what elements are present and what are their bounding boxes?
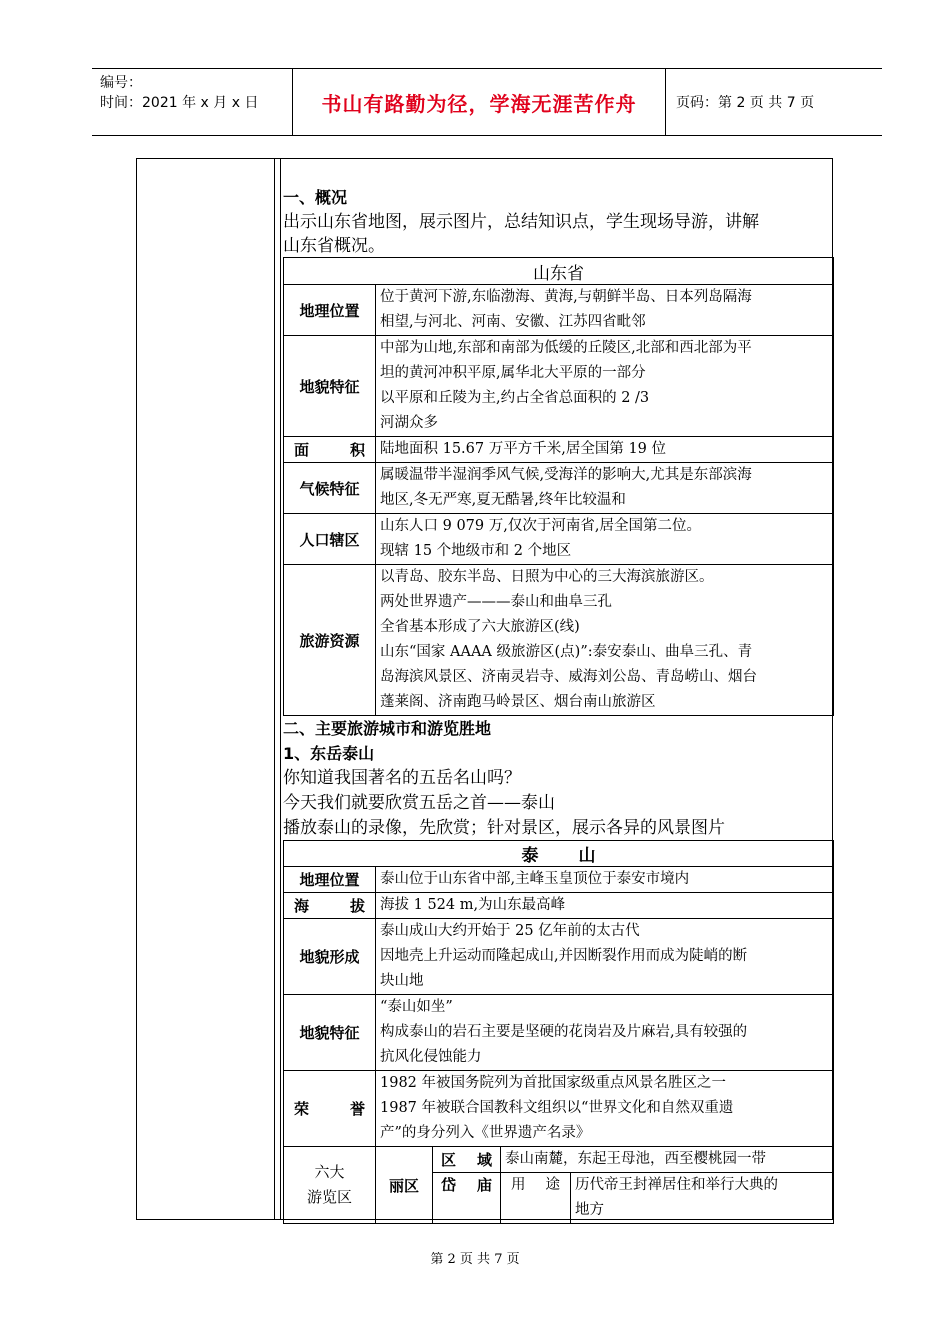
table-row [284, 437, 834, 463]
value-line: 泰山成山大约开始于 25 亿年前的太古代 [380, 923, 640, 939]
row-label: 地貌特征 [284, 995, 376, 1071]
table-row [284, 1147, 834, 1173]
header-meta [92, 69, 293, 135]
label-char: 拔 [349, 897, 365, 915]
value-line: 河湖众多 [380, 415, 438, 431]
caption-char: 泰 [521, 846, 539, 866]
lesson-content [283, 158, 833, 1224]
value-line: 相望,与河北、河南、安徽、江苏四省毗邻 [380, 314, 646, 330]
value-line: 中部为山地,东部和南部为低缓的丘陵区,北部和西北部为平 [380, 340, 752, 356]
value-line: 位于黄河下游,东临渤海、黄海,与朝鲜半岛、日本列岛隔海 [380, 289, 752, 305]
label-line: 游览区 [306, 1188, 352, 1206]
section2-line: 播放泰山的录像，先欣赏；针对景区，展示各异的风景图片 [283, 818, 725, 838]
label-char: 区 [441, 1151, 457, 1169]
value-line: 海拔 1 524 m,为山东最高峰 [380, 897, 566, 913]
shandong-table-caption: 山东省 [284, 258, 834, 285]
value-line: 岛海滨风景区、济南灵岩寺、威海刘公岛、青岛崂山、烟台 [380, 669, 757, 685]
shandong-table-caption-row [284, 258, 834, 285]
header-time: 时间：2021 年 x 月 x 日 [100, 95, 259, 111]
label-char: 誉 [349, 1100, 365, 1118]
value-line: 地方 [575, 1202, 604, 1218]
label-char: 岱 [441, 1176, 457, 1194]
label-char: 积 [349, 441, 365, 459]
table-row [284, 463, 834, 514]
row-value [376, 893, 834, 919]
row-value [376, 437, 834, 463]
table-row [284, 285, 834, 336]
row-value [376, 995, 834, 1071]
six-zones-label [284, 1147, 376, 1224]
row-value [376, 867, 834, 893]
label-line: 六大 [314, 1163, 345, 1181]
value-line: 全省基本形成了六大旅游区(线) [380, 619, 580, 635]
table-row [284, 336, 834, 437]
row-value [376, 919, 834, 995]
region-label [433, 1147, 501, 1173]
value-line: 产”的身分列入《世界遗产名录》 [380, 1125, 591, 1141]
page-header [92, 68, 882, 136]
row-value [376, 336, 834, 437]
value-line: 蓬莱阁、济南跑马岭景区、烟台南山旅游区 [380, 694, 656, 710]
value-line: 块山地 [380, 973, 424, 989]
use-value [571, 1173, 833, 1223]
region-value: 泰山南麓，东起王母池，西至樱桃园一带 [501, 1147, 834, 1173]
taishan-table-caption [284, 841, 834, 867]
use-label [501, 1173, 571, 1223]
label-char: 海 [294, 897, 310, 915]
label-char: 用 [511, 1177, 526, 1193]
row-label [284, 1071, 376, 1147]
row-label: 地理位置 [284, 867, 376, 893]
section1-heading: 一、概况 [283, 188, 348, 207]
value-line: 地区,冬无严寒,夏无酷暑,终年比较温和 [380, 492, 626, 508]
header-number: 编号： [100, 75, 142, 91]
row-value [376, 285, 834, 336]
inner-divider-column [275, 158, 281, 1220]
section2-subheading: 1、东岳泰山 [283, 744, 375, 763]
row-label: 气候特征 [284, 463, 376, 514]
header-motto: 书山有路勤为径，学海无涯苦作舟 [293, 69, 666, 135]
table-row [284, 893, 834, 919]
table-row [284, 919, 834, 995]
caption-char: 山 [578, 846, 596, 866]
value-line: 坦的黄河冲积平原,属华北大平原的一部分 [380, 365, 646, 381]
table-row [284, 514, 834, 565]
row-value [376, 463, 834, 514]
header-page-number: 页码：第 2 页 共 7 页 [676, 95, 815, 111]
value-line: 属暖温带半湿润季风气候,受海洋的影响大,尤其是东部滨海 [380, 467, 752, 483]
section2-line: 你知道我国著名的五岳名山吗？ [283, 768, 521, 788]
label-char: 面 [294, 441, 310, 459]
value-line: 以青岛、胶东半岛、日照为中心的三大海滨旅游区。 [380, 569, 714, 585]
value-line: “泰山如坐” [380, 999, 453, 1015]
value-line: 两处世界遗产———泰山和曲阜三孔 [380, 594, 612, 610]
value-line: 构成泰山的岩石主要是坚硬的花岗岩及片麻岩,具有较强的 [380, 1024, 748, 1040]
row-label: 旅游资源 [284, 565, 376, 716]
row-label: 地貌特征 [284, 336, 376, 437]
section2-line: 今天我们就要欣赏五岳之首——泰山 [283, 793, 555, 813]
zone-name: 丽区 [376, 1147, 433, 1224]
label-char: 途 [545, 1177, 560, 1193]
value-line: 历代帝王封禅居住和举行大典的 [575, 1177, 778, 1193]
row-label [284, 437, 376, 463]
value-line: 1987 年被联合国教科文组织以“世界文化和自然双重遗 [380, 1100, 734, 1116]
value-line: 陆地面积 15.67 万平方千米,居全国第 19 位 [380, 441, 667, 457]
row-label: 人口辖区 [284, 514, 376, 565]
row-value [376, 514, 834, 565]
table-row [284, 1071, 834, 1147]
page-footer: 第 2 页 共 7 页 [430, 1252, 520, 1267]
temple-cell [433, 1173, 834, 1224]
label-char: 庙 [476, 1176, 492, 1194]
value-line: 抗风化侵蚀能力 [380, 1049, 482, 1065]
table-row [284, 995, 834, 1071]
taishan-table-caption-row [284, 841, 834, 867]
value-line: 现辖 15 个地级市和 2 个地区 [380, 543, 572, 559]
value-line: 山东人口 9 079 万,仅次于河南省,居全国第二位。 [380, 518, 701, 534]
section2-heading: 二、主要旅游城市和游览胜地 [283, 719, 492, 738]
value-line: 泰山位于山东省中部,主峰玉皇顶位于泰安市境内 [380, 871, 690, 887]
left-empty-column [136, 158, 275, 1220]
value-line: 1982 年被国务院列为首批国家级重点风景名胜区之一 [380, 1075, 727, 1091]
temple-label [433, 1173, 501, 1223]
value-line: 山东“国家 AAAA 级旅游区(点)”:泰安泰山、曲阜三孔、青 [380, 644, 753, 660]
value-line: 以平原和丘陵为主,约占全省总面积的 2 /3 [380, 390, 650, 406]
taishan-table [283, 840, 834, 1224]
table-row [284, 565, 834, 716]
label-char: 荣 [294, 1100, 310, 1118]
shandong-table [283, 257, 834, 716]
row-label [284, 893, 376, 919]
table-row [284, 867, 834, 893]
row-label: 地貌形成 [284, 919, 376, 995]
value-line: 因地壳上升运动而隆起成山,并因断裂作用而成为陡峭的断 [380, 948, 748, 964]
row-value [376, 565, 834, 716]
label-char: 域 [476, 1151, 492, 1169]
row-value [376, 1071, 834, 1147]
section1-intro-line1: 出示山东省地图，展示图片，总结知识点，学生现场导游，讲解 [283, 212, 759, 232]
row-label: 地理位置 [284, 285, 376, 336]
section1-intro-line2: 山东省概况。 [283, 236, 385, 256]
